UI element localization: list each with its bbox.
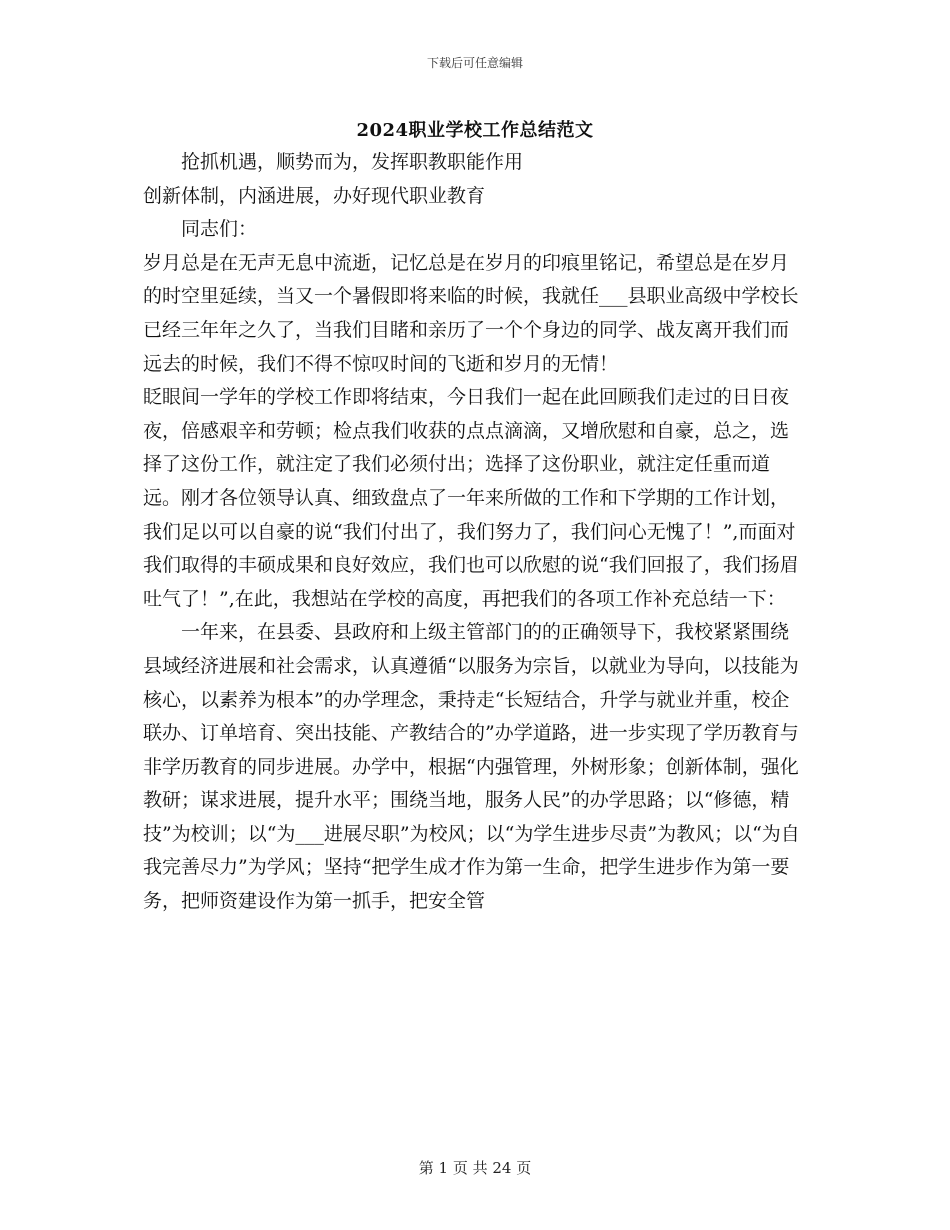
paragraph-3: 一年来，在县委、县政府和上级主管部门的的正确领导下，我校紧紧围绕县域经济进展和社会需求，认真遵循“以服务为宗旨，以就业为导向，以技能为核心，以素养为根本”的办学理念，秉持走“长短结合，升学与就业并重，校企联办、订单培育、突出技能、产教结合的”办学道路，进一步实现了学历教育与非学历教育的同步进展。办学中，根据“内强管理，外树形象；创新体制，强化教研；谋求进展，提升水平；围绕当地，服务人民”的办学思路；以“修德，精技”为校训；以“为___进展尽职”为校风；以“为学生进步尽责”为教风；以“为自我完善尽力”为学风；坚持“把学生成才作为第一生命，把学生进步作为第一要务，把师资建设作为第一抓手，把安全管 xyxy=(143,621,800,913)
document-title: 2024职业学校工作总结范文 xyxy=(356,120,594,141)
subtitle-line-1: 抢抓机遇，顺势而为，发挥职教职能作用 xyxy=(181,151,524,173)
subtitle-line-2: 创新体制，内涵进展，办好现代职业教育 xyxy=(143,184,486,207)
paragraph-2: 眨眼间一学年的学校工作即将结束，今日我们一起在此回顾我们走过的日日夜夜，倍感艰辛和劳顿；检点我们收获的点点滴滴，又增欣慰和自豪，总之，选择了这份工作，就注定了我们必须付出；选择了这份职业，就注定任重而道远。刚才各位领导认真、细致盘点了一年来所做的工作和下学期的工作计划，我们足以可以自豪的说“我们付出了，我们努力了，我们问心无愧了！”,而面对我们取得的丰硕成果和良好效应，我们也可以欣慰的说“我们回报了，我们扬眉吐气了！”,在此，我想站在学校的高度，再把我们的各项工作补充总结一下： xyxy=(143,386,799,610)
salutation: 同志们： xyxy=(181,218,258,241)
download-note: 下载后可任意编辑 xyxy=(426,56,523,70)
paragraph-1: 岁月总是在无声无息中流逝，记忆总是在岁月的印痕里铭记，希望总是在岁月的时空里延续，当又一个暑假即将来临的时候，我就任___县职业高级中学校长已经三年年之久了，当我们目睹和亲历了一个个身边的同学、战友离开我们而远去的时候，我们不得不惊叹时间的飞逝和岁月的无情！ xyxy=(143,251,799,375)
document-body xyxy=(143,146,807,919)
page-number: 第 1 页 共 24 页 xyxy=(418,1159,532,1177)
